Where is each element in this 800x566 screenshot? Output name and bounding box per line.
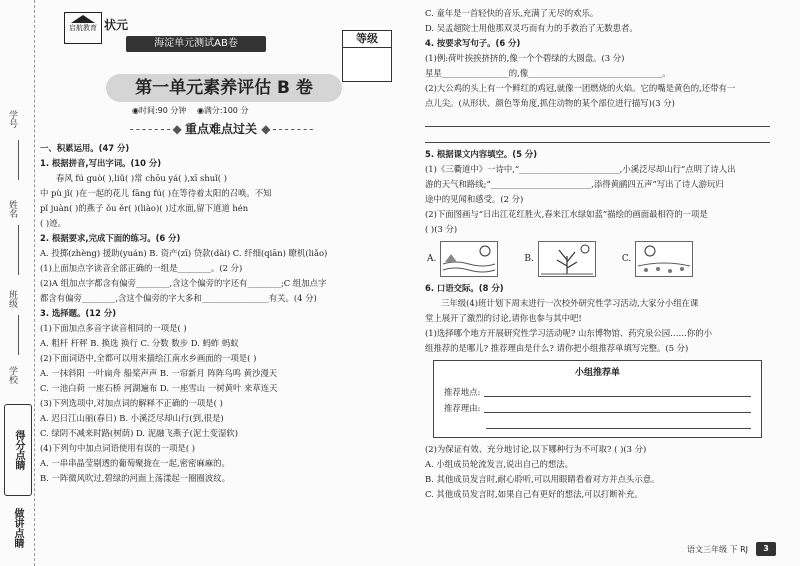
q5-title: 5. 根据课文内容填空。(5 分) bbox=[425, 149, 538, 159]
series-label: 海淀单元测试AB卷 bbox=[126, 36, 266, 52]
label-school: 学校 bbox=[7, 366, 17, 384]
fill-line bbox=[18, 225, 19, 275]
dash-left: - - - - - - - ◆ bbox=[129, 122, 181, 136]
q3-2: (2)下面词语中,全都可以用来描绘江南水乡画面的一项是( ) bbox=[40, 353, 257, 363]
grade-box bbox=[342, 30, 392, 82]
q3-title: 3. 选择题。(12 分) bbox=[40, 308, 117, 318]
q4-1-fill: 星星________________的,像________________________________。 bbox=[425, 68, 671, 78]
left-column bbox=[40, 6, 402, 486]
recommendation-form bbox=[433, 360, 762, 438]
q6-intro-cont: 堂上展开了激烈的讨论,请你也参与其中吧! bbox=[425, 313, 582, 323]
q1-line: 春风 fú guò( ),liǔ( )常 chōu yá( ),xī shuǐ( ) bbox=[56, 173, 228, 183]
q2-title: 2. 根据要求,完成下面的练习。(6 分) bbox=[40, 233, 181, 243]
q6-1: (1)选择哪个地方开展研究性学习活动呢? 山东博物馆、药究泉公园……你的小 bbox=[425, 328, 713, 338]
exam-meta bbox=[132, 105, 256, 116]
q3-3-options-ab: A. 迟日江山丽(春日) B. 小溪泛尽却山行(到,很是) bbox=[40, 413, 224, 423]
q5-2-cont: ( )(3 分) bbox=[425, 224, 458, 234]
option-label: B. bbox=[524, 254, 534, 264]
picture-option-a[interactable] bbox=[427, 241, 498, 277]
logo-text: 启航教育 bbox=[69, 24, 97, 32]
label-class: 班级 bbox=[7, 290, 17, 308]
q6-intro: 三年级(4)班计划下周末进行一次校外研究性学习活动,大家分小组在课 bbox=[441, 298, 699, 308]
q1-title: 1. 根据拼音,写出字词。(10 分) bbox=[40, 158, 162, 168]
tips-badge: 做讲点睛 bbox=[12, 508, 23, 548]
q4-title: 4. 按要求写句子。(6 分) bbox=[425, 38, 521, 48]
answer-line bbox=[425, 114, 770, 127]
q3-3: (3)下列选项中,对加点词的解释不正确的一项是( ) bbox=[40, 398, 223, 408]
q3-2-options-ab: A. 一抹斜阳 一叶扁舟 船桨声声 B. 一帘新月 阵阵鸟鸣 黄沙漫天 bbox=[40, 368, 278, 378]
q4-2-cont: 点儿尖。(从形状、颜色等角度,抓住动物的某个部位进行描写)(3 分) bbox=[425, 98, 675, 108]
spacer bbox=[444, 416, 482, 429]
q4-1: (1)例:荷叶挨挨挤挤的,像一个个碧绿的大圆盘。(3 分) bbox=[425, 53, 625, 63]
house-icon bbox=[71, 15, 95, 23]
q2-sub2: (2)A 组加点字都含有偏旁________,含这个偏旁的字还有________;C 组加点字 bbox=[40, 278, 327, 288]
q3-4-option-b: B. 一阵微风吹过,碧绿的河面上荡漾起一圈圈波纹。 bbox=[40, 473, 231, 483]
flower-field-image bbox=[635, 241, 693, 277]
logo bbox=[64, 12, 102, 44]
q2-options: A. 投掷(zhèng) 援助(yuán) B. 资产(zī) 贷款(dài) C. 纤细(qiān) 瞭机(liǎo) bbox=[40, 248, 328, 258]
fill-line bbox=[18, 315, 19, 355]
q3-4: (4)下列句中加点词语使用有误的一项是( ) bbox=[40, 443, 196, 453]
reason-row bbox=[444, 400, 751, 416]
reason-row-2 bbox=[444, 416, 751, 429]
brand-name: 状元 bbox=[104, 18, 129, 32]
label-name: 姓名 bbox=[7, 200, 17, 218]
q6-1-cont: 组推荐的是哪儿? 推荐理由是什么? 请你把小组推荐单填写完整。(5 分) bbox=[425, 343, 689, 353]
q6-2: (2)为保证有效、充分地讨论,以下哪种行为不可取? ( )(3 分) bbox=[425, 444, 647, 454]
q6-title: 6. 口语交际。(8 分) bbox=[425, 283, 504, 293]
q6-2-option-a: A. 小组成员轮流发言,说出自己的想法。 bbox=[425, 459, 574, 469]
answer-line bbox=[425, 130, 770, 143]
q5-1-cont: 游的天气和路线;“________________________,添得黄鹂四五声”写出了诗人游玩归 bbox=[425, 179, 724, 189]
page-title: 第一单元素养评估 B 卷 bbox=[106, 74, 342, 102]
dash-right: ◆ - - - - - - - bbox=[261, 122, 313, 136]
river-sunrise-image bbox=[440, 241, 498, 277]
footer-text: 语文三年级 下 RJ bbox=[686, 544, 748, 554]
place-label: 推荐地点: bbox=[444, 387, 481, 397]
q2-sub1: (1)上面加点字读音全部正确的一组是________。(2 分) bbox=[40, 263, 243, 273]
q6-2-option-c: C. 其他成员发言时,如果自己有更好的想法,可以打断补充。 bbox=[425, 489, 643, 499]
option-label: A. bbox=[427, 254, 437, 264]
q3-4-option-d: D. 吴孟超院士用他那双灵巧而有力的手救治了无数患者。 bbox=[425, 23, 638, 33]
q1-line: ( )迹。 bbox=[40, 218, 66, 228]
q3-3-options-cd: C. 绿阴不减来时路(树荫) D. 泥融飞燕子(泥土变湿软) bbox=[40, 428, 239, 438]
q1-line: pǐ juàn( )的燕子 ǒu ěr( )(liào)( )过水面,留下道道 hén bbox=[40, 203, 249, 213]
reason-field[interactable] bbox=[484, 400, 751, 413]
binding-strip bbox=[0, 0, 35, 566]
picture-option-c[interactable] bbox=[622, 241, 693, 277]
q1-line: 中 pù jǐ( )在一起的花儿 fāng fú( )在等待着太阳的召唤。不知 bbox=[40, 188, 272, 198]
q6-2-option-b: B. 其他成员发言时,耐心聆听,可以用眼睛看着对方并点头示意。 bbox=[425, 474, 660, 484]
full-score: ◉满分:100 分 bbox=[196, 106, 249, 115]
reason-label: 推荐理由: bbox=[444, 403, 481, 413]
place-row bbox=[444, 384, 751, 400]
page-footer bbox=[687, 542, 776, 556]
q5-2: (2)下面图画与“日出江花红胜火,春来江水绿如蓝”描绘的画面最相符的一项是 bbox=[425, 209, 708, 219]
q3-4-option-c: C. 童年是一首轻快的音乐,充满了无尽的欢乐。 bbox=[425, 8, 599, 18]
right-column bbox=[425, 6, 770, 502]
section-title: 重点难点过关 bbox=[184, 122, 257, 136]
form-title: 小组推荐单 bbox=[574, 368, 620, 378]
time-limit: ◉时间:90 分钟 bbox=[132, 106, 187, 115]
option-label: C. bbox=[621, 254, 632, 264]
q3-4-option-a: A. 一串串晶莹剔透的葡萄聚拢在一起,密密麻麻的。 bbox=[40, 458, 230, 468]
reason-field[interactable] bbox=[486, 416, 751, 429]
page-number: 3 bbox=[756, 542, 776, 556]
part1-title: 一、积累运用。(47 分) bbox=[40, 143, 130, 153]
label-student-id: 学号 bbox=[7, 110, 17, 128]
fill-line bbox=[18, 140, 19, 180]
section-heading bbox=[40, 120, 402, 137]
q2-sub2-cont: 都含有偏旁________,含这个偏旁的字大多和________________有关。(4 分) bbox=[40, 293, 317, 303]
score-badge: 得分点睛 bbox=[4, 404, 32, 496]
place-field[interactable] bbox=[484, 384, 751, 397]
grade-label: 等级 bbox=[343, 31, 391, 48]
q3-1-options: A. 粗杆 杆秤 B. 换选 换行 C. 分数 数步 D. 蚂蚱 蚂蚁 bbox=[40, 338, 239, 348]
bare-tree-image bbox=[538, 241, 596, 277]
q4-2: (2)大公鸡的头上有一个鲜红的鸡冠,就像一团燃烧的火焰。它的嘴是黄色的,还带有一 bbox=[425, 83, 736, 93]
header-banner bbox=[40, 6, 402, 114]
q5-1: (1)《三衢道中》一诗中,“________________________,小溪泛尽却山行”点明了诗人出 bbox=[425, 164, 736, 174]
q3-2-options-cd: C. 一池白荷 一座石桥 河湖遍布 D. 一座雪山 一树黄叶 来草连天 bbox=[40, 383, 278, 393]
q5-1-cont2: 途中的见闻和感受。(2 分) bbox=[425, 194, 524, 204]
q3-1: (1)下面加点多音字读音相同的一项是( ) bbox=[40, 323, 187, 333]
picture-option-b[interactable] bbox=[524, 241, 595, 277]
picture-options bbox=[427, 241, 770, 277]
